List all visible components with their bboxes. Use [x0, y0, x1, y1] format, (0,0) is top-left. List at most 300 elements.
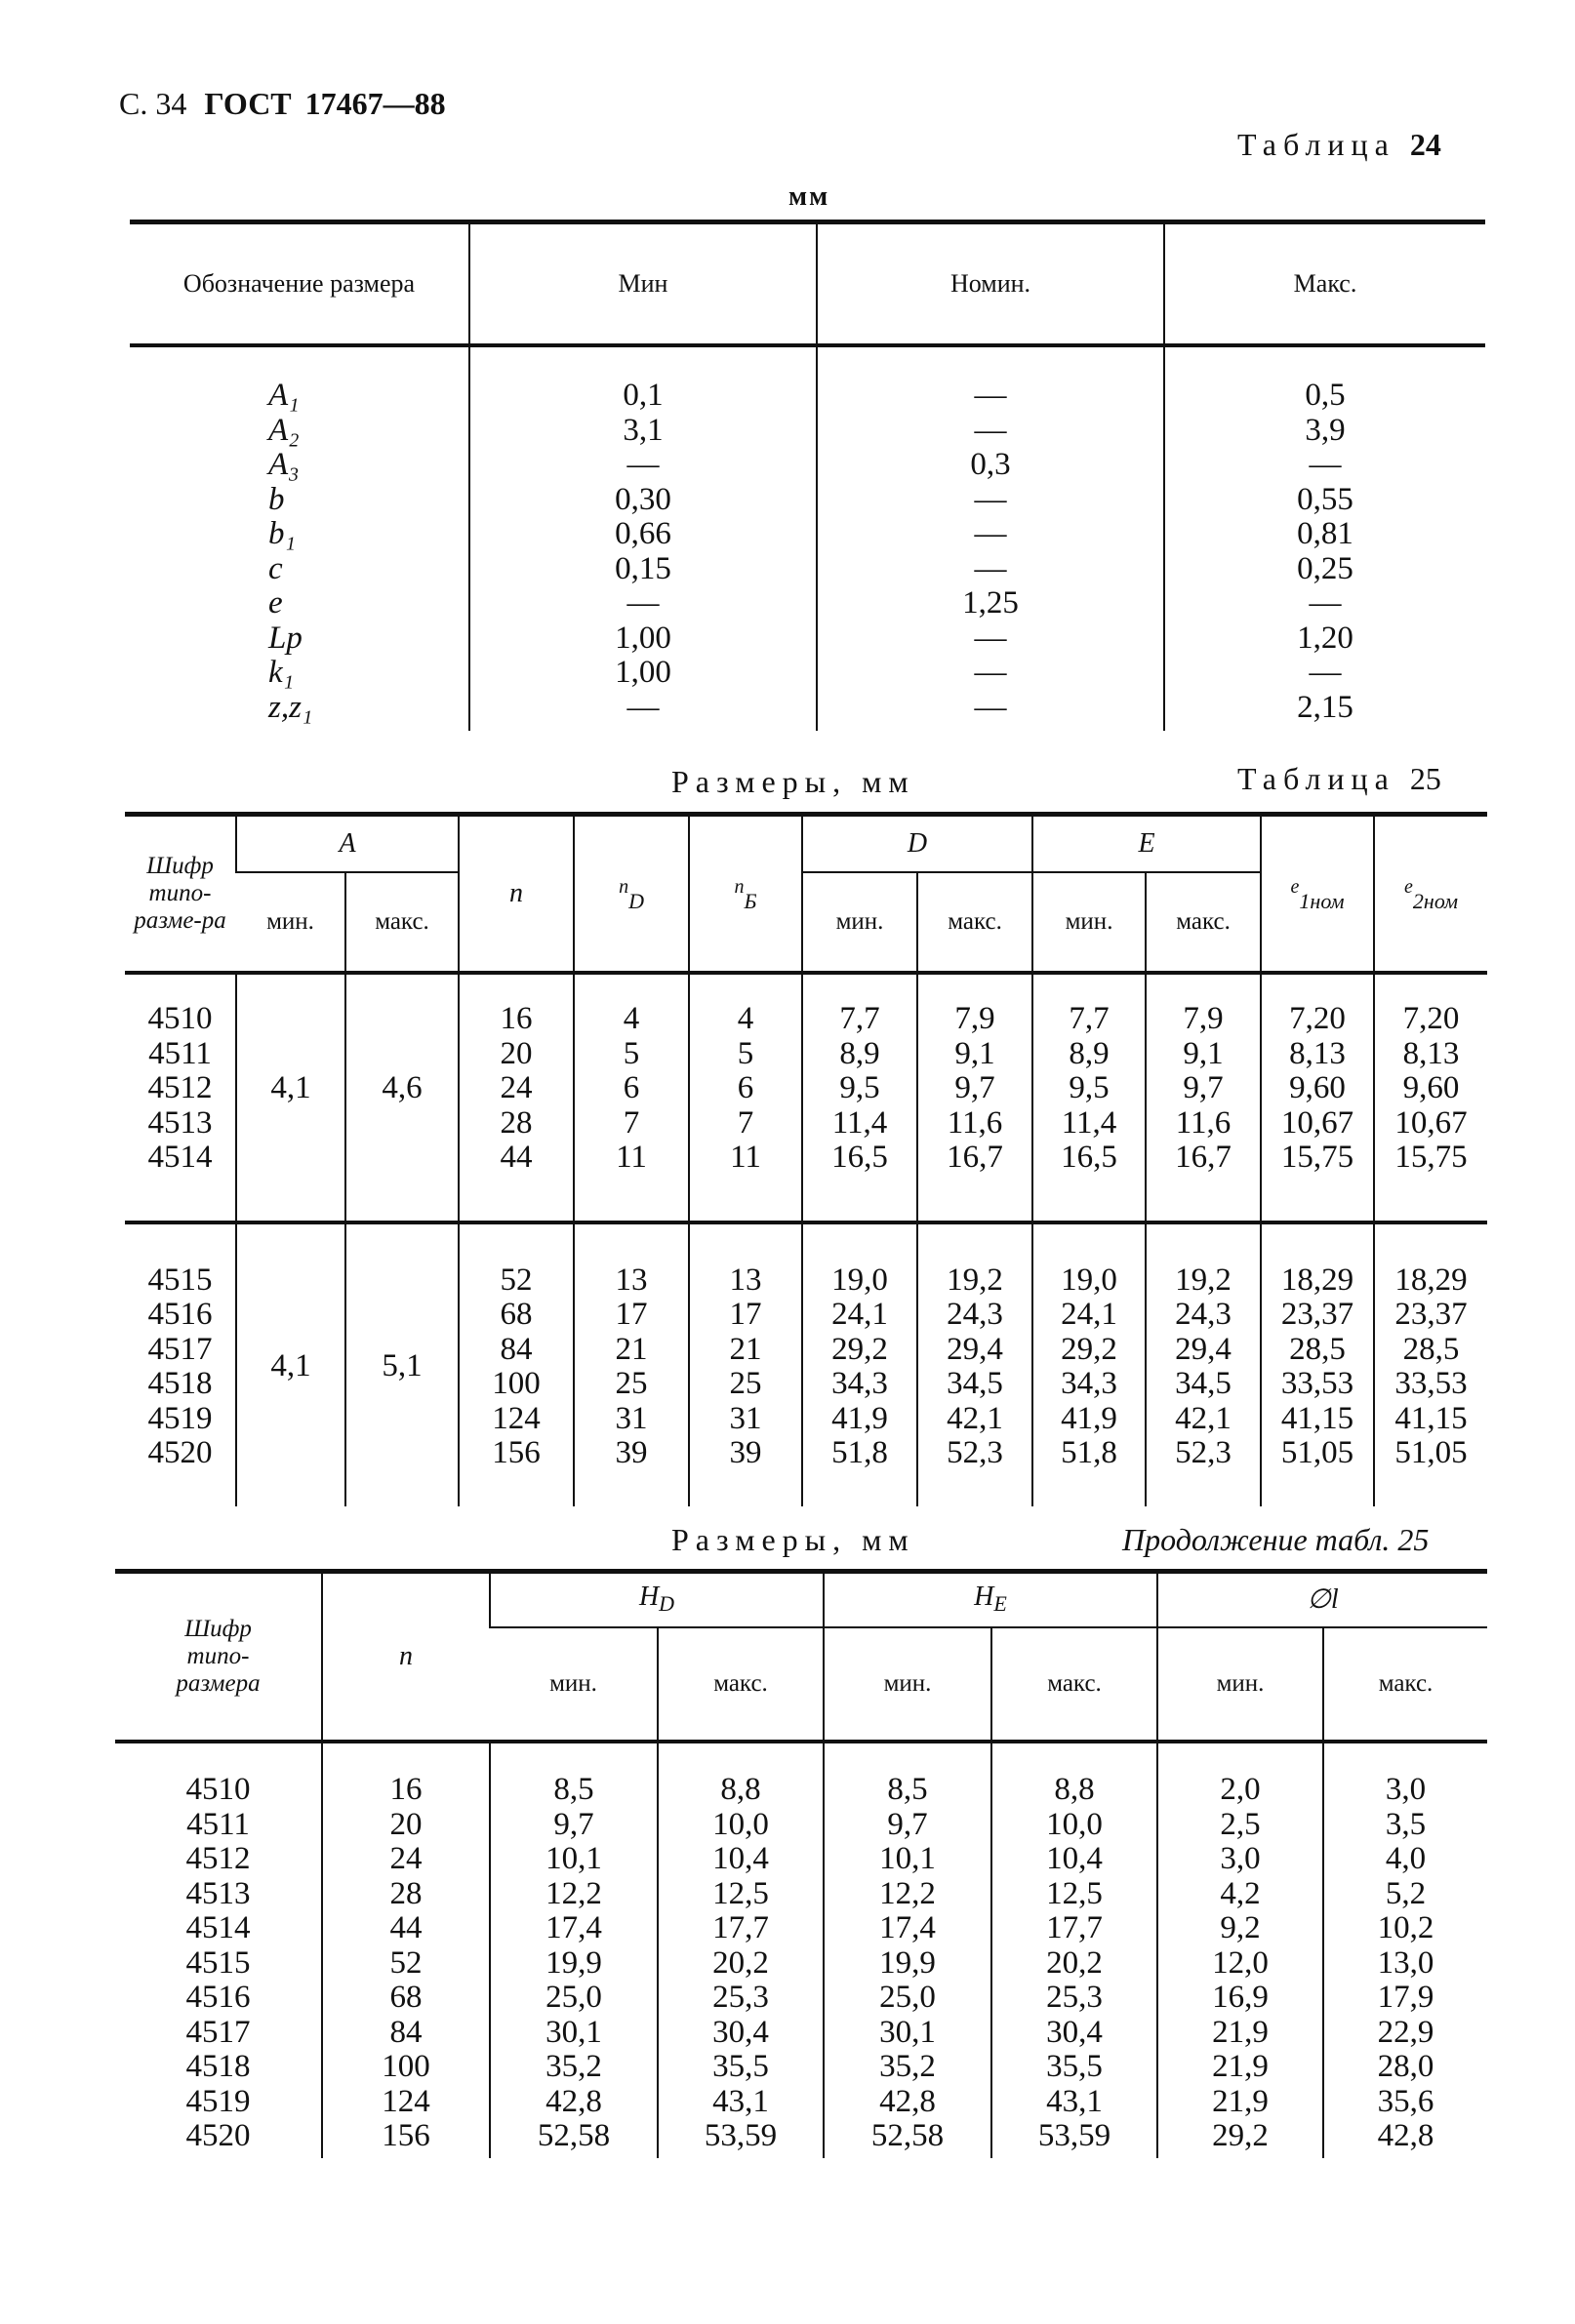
table-cell-value: 13,0	[1377, 1944, 1434, 1981]
table-cell-value: 31	[615, 1400, 648, 1436]
t25b-HD-main: H	[638, 1581, 660, 1612]
table-cell-value: 25,0	[545, 1980, 602, 2015]
table-cell-value: 18,29	[1394, 1262, 1468, 1298]
t25b-HD-max-list	[659, 1773, 823, 2154]
table-cell-value: 8,8	[1054, 1772, 1095, 1807]
table-cell-value: 9,60	[1402, 1070, 1460, 1105]
table-cell-value: 41,9	[831, 1400, 888, 1436]
table-cell-value: 28,0	[1377, 2049, 1434, 2084]
t25-col-nD	[574, 815, 689, 974]
table-cell-value: 52,58	[537, 2118, 611, 2153]
t25-g1-E-max	[1146, 973, 1261, 1222]
table-cell-value: 0,15	[615, 550, 671, 586]
table-cell-value: 25,3	[1046, 1980, 1103, 2015]
table-cell-value: 7,9	[954, 1001, 995, 1036]
table-cell-value: 41,9	[1061, 1400, 1117, 1436]
table-cell-value: 4519	[185, 2083, 251, 2119]
table-cell-value: 4,2	[1220, 1875, 1261, 1911]
table-cell-value: —	[1309, 655, 1342, 690]
table-cell-value: 4513	[147, 1104, 213, 1141]
t25-g1-D-min-list	[803, 1002, 916, 1176]
table-cell-value: b₁	[268, 516, 296, 551]
t24-col-designation: Обозначение размера	[130, 222, 469, 346]
table-cell-value: 35,5	[1046, 2049, 1103, 2084]
t25b-HE-min-cell	[824, 1742, 991, 2158]
t25-D-min: мин.	[802, 872, 917, 973]
table-cell-value: 10,67	[1394, 1104, 1468, 1141]
table-cell-value: 21,9	[1212, 2014, 1269, 2050]
t25-g1-D-min	[802, 973, 917, 1222]
table-cell-value: 20	[500, 1035, 533, 1071]
table-cell-value: 0,25	[1297, 550, 1353, 586]
t25-col-D: D	[802, 815, 1032, 873]
t25-g1-e2-list	[1375, 1002, 1487, 1176]
table-cell-value: 7,20	[1402, 1001, 1460, 1036]
table24	[130, 220, 1485, 731]
t25-nD-label	[619, 875, 644, 913]
table-cell-value: 52,58	[870, 2118, 945, 2153]
table-cell-value: 10,1	[879, 1841, 936, 1876]
t25-col-e2	[1374, 815, 1487, 974]
table-cell-value: 29,4	[1175, 1331, 1232, 1367]
t25b-HE-sub: E	[993, 1590, 1007, 1616]
table-cell-value: 4517	[185, 2014, 251, 2050]
table-cell-value: 1,20	[1297, 620, 1353, 656]
table-cell-value: 16	[389, 1772, 423, 1807]
t25-g2-E-max-list	[1147, 1263, 1260, 1471]
table-cell-value: 68	[500, 1297, 533, 1332]
table-row	[125, 973, 1487, 1222]
table-cell-value: —	[974, 481, 1007, 517]
t25-g2-e2	[1374, 1222, 1487, 1506]
table-cell-value: 21,9	[1212, 2049, 1269, 2084]
table-cell-value: 34,3	[831, 1366, 888, 1401]
table-cell-value: 11	[616, 1140, 647, 1175]
table-cell-value: 35,6	[1377, 2083, 1434, 2119]
t25-g1-E-min-list	[1033, 1002, 1145, 1176]
table-cell-value: 4519	[147, 1400, 213, 1436]
table-cell-value: —	[974, 550, 1007, 586]
table-cell-value: 7,7	[1069, 1001, 1110, 1036]
table-cell-value: 124	[382, 2083, 430, 2119]
table-cell-value: 0,30	[615, 481, 671, 517]
table-cell-value: 4511	[148, 1035, 212, 1071]
table-cell-value: 13	[729, 1262, 762, 1298]
table-cell-value: 13	[615, 1262, 648, 1298]
table-cell-value: 34,5	[947, 1366, 1003, 1401]
table-cell-value: 16,7	[1175, 1140, 1232, 1175]
table-cell-value: 17,4	[545, 1910, 602, 1945]
table-cell-value: 31	[729, 1400, 762, 1436]
table-cell-value: 84	[389, 2014, 423, 2050]
t25b-col-HE	[824, 1572, 1157, 1628]
t25-g1-code-list	[125, 1002, 235, 1176]
table-cell-value: 4514	[185, 1910, 251, 1945]
t25-g2-A-min: 4,1	[236, 1222, 345, 1506]
t25-E-min: мин.	[1032, 872, 1146, 973]
table-cell-value: 11,6	[947, 1104, 1003, 1141]
table-row	[125, 1222, 1487, 1506]
table-cell-value: k₁	[268, 655, 295, 690]
table-cell-value: A₁	[268, 378, 300, 413]
t25-nB-main: n	[734, 875, 745, 898]
table-cell-value: 12,5	[1046, 1875, 1103, 1911]
table-cell-value: 7	[623, 1104, 640, 1141]
t25-g2-e1-list	[1262, 1263, 1373, 1471]
table-cell-value: 1,00	[615, 655, 671, 690]
t25-g2-nB-list	[690, 1263, 801, 1471]
page-header	[119, 86, 446, 122]
page-number: С. 34	[119, 86, 187, 121]
table-cell-value: 6	[737, 1070, 754, 1105]
t25-g1-e2	[1374, 973, 1487, 1222]
table-cell-value: 100	[382, 2049, 430, 2084]
table-cell-value: 7,20	[1289, 1001, 1346, 1036]
t25b-n-label: n	[399, 1640, 413, 1671]
table-cell-value: 17,7	[712, 1910, 769, 1945]
table-cell-value: —	[974, 378, 1007, 413]
table-cell-value: 156	[492, 1435, 541, 1470]
table-cell-value: 25,0	[879, 1980, 936, 2015]
table-cell-value: 53,59	[704, 2118, 778, 2153]
table-cell-value: 9,7	[553, 1806, 594, 1842]
table-cell-value: 15,75	[1280, 1140, 1354, 1175]
table-cell-value: 7	[737, 1104, 754, 1141]
table-cell-value: 8,13	[1289, 1035, 1346, 1071]
table-cell-value: 33,53	[1280, 1366, 1354, 1401]
t25-g2-E-min	[1032, 1222, 1146, 1506]
table-cell-value: 4520	[185, 2118, 251, 2153]
table-cell-value: 16,9	[1212, 1980, 1269, 2015]
table-cell-value: 4	[623, 1001, 640, 1036]
t25-g1-n-list	[460, 1002, 573, 1176]
table-cell-value: 10,0	[1046, 1806, 1103, 1842]
t25-g1-D-max-list	[918, 1002, 1031, 1176]
t25-g2-D-min	[802, 1222, 917, 1506]
table-cell-value: 34,5	[1175, 1366, 1232, 1401]
table-cell-value: 19,9	[879, 1944, 936, 1981]
table-cell-value: 5,2	[1385, 1875, 1427, 1911]
t25b-HE-max-list	[992, 1773, 1156, 2154]
t25-col-A: A	[236, 815, 459, 873]
table-cell-value: 2,0	[1220, 1772, 1261, 1807]
table-cell-value: 30,4	[712, 2014, 769, 2050]
table-cell-value: 7,7	[839, 1001, 880, 1036]
table-cell-value: 11,4	[1061, 1104, 1117, 1141]
table-cell-value: 12,0	[1212, 1944, 1269, 1981]
table-cell-value: 42,8	[879, 2083, 936, 2119]
table-cell-value: 8,5	[887, 1772, 928, 1807]
t25-g2-n-list	[460, 1263, 573, 1471]
t25-g2-n	[459, 1222, 574, 1506]
table-cell-value: 4513	[185, 1875, 251, 1911]
table-cell-value: 12,2	[545, 1875, 602, 1911]
table-cell-value: 4516	[147, 1297, 213, 1332]
table-cell-value: 28,5	[1402, 1331, 1460, 1367]
table-cell-value: 6	[623, 1070, 640, 1105]
table-cell-value: 42,1	[947, 1400, 1003, 1436]
t25b-n-list	[323, 1773, 489, 2154]
table-cell-value: 10,1	[545, 1841, 602, 1876]
t25-nB-label	[734, 875, 757, 913]
table-cell-value: 21	[729, 1331, 762, 1367]
table-cell-value: 35,2	[879, 2049, 936, 2084]
t25-g1-n	[459, 973, 574, 1222]
table-cell-value: 10,4	[712, 1841, 769, 1876]
t25-g1-E-min	[1032, 973, 1146, 1222]
t25-n-label: n	[509, 877, 524, 908]
t24-min-list	[470, 379, 816, 725]
table-cell-value: 28,5	[1289, 1331, 1346, 1367]
table-cell-value: 21	[615, 1331, 648, 1367]
t25-g2-D-max-list	[918, 1263, 1031, 1471]
t25b-l-min: мин.	[1157, 1627, 1323, 1742]
table-cell-value: 33,53	[1394, 1366, 1468, 1401]
t25b-code-list	[115, 1773, 321, 2154]
table-cell-value: 30,1	[545, 2014, 602, 2050]
t25-g1-nB-list	[690, 1002, 801, 1176]
table-cell-value: 1,25	[962, 585, 1019, 621]
table25	[125, 812, 1487, 1506]
table-cell-value: 19,2	[1175, 1262, 1232, 1298]
table-cell-value: 42,8	[1377, 2118, 1434, 2153]
table-cell-value: 19,9	[545, 1944, 602, 1981]
t25b-HD-max-cell	[658, 1742, 824, 2158]
table25-label-wrap	[1237, 761, 1441, 797]
t25-g1-D-max	[917, 973, 1032, 1222]
t25b-col-n	[322, 1572, 490, 1743]
table-cell-value: z,z₁	[268, 689, 313, 725]
table-cell-value: 11,4	[831, 1104, 888, 1141]
table-cell-value: 29,4	[947, 1331, 1003, 1367]
t25-e1-main: e	[1290, 875, 1300, 898]
t25b-HD-min-cell	[490, 1742, 658, 2158]
table-cell-value: 2,15	[1297, 689, 1353, 725]
table-cell-value: —	[974, 620, 1007, 656]
table-cell-value: 43,1	[712, 2083, 769, 2119]
table-cell-value: 19,0	[831, 1262, 888, 1298]
table-cell-value: 0,55	[1297, 481, 1353, 517]
t25-g1-A-min: 4,1	[236, 973, 345, 1222]
table-cell-value: 8,5	[553, 1772, 594, 1807]
t25b-HD-sub: D	[659, 1590, 675, 1616]
table-cell-value: 4512	[147, 1070, 213, 1105]
t24-nom-list	[818, 379, 1163, 725]
table-cell-value: —	[626, 585, 660, 621]
table-cell-value: 17,9	[1377, 1980, 1434, 2015]
table-cell-value: 3,1	[623, 412, 664, 448]
table25-label: Таблица	[1237, 761, 1395, 796]
table-cell-value: 9,1	[954, 1035, 995, 1071]
table-row	[130, 345, 1485, 731]
table-cell-value: —	[1309, 447, 1342, 482]
table-cell-value: 41,15	[1394, 1400, 1468, 1436]
table-cell-value: 28	[500, 1104, 533, 1141]
t25-nD-main: n	[619, 875, 629, 898]
t25b-HE-max-cell	[991, 1742, 1157, 2158]
table-cell-value: 53,59	[1037, 2118, 1111, 2153]
table-cell-value: 51,8	[1061, 1435, 1117, 1470]
t25-g2-E-min-list	[1033, 1263, 1145, 1471]
table-cell-value: 52,3	[947, 1435, 1003, 1470]
table-cell-value: 21,9	[1212, 2083, 1269, 2119]
t25-g1-e1	[1261, 973, 1374, 1222]
table-cell-value: 3,0	[1385, 1772, 1427, 1807]
table-cell-value: 25	[615, 1366, 648, 1401]
table-cell-value: 1,00	[615, 620, 671, 656]
table-cell-value: 124	[492, 1400, 541, 1436]
table-cell-value: 24,1	[1061, 1297, 1117, 1332]
t25-g1-E-max-list	[1147, 1002, 1260, 1176]
t25b-l-max-list	[1324, 1773, 1487, 2154]
table-cell-value: 9,2	[1220, 1910, 1261, 1945]
table-cell-value: 51,05	[1280, 1435, 1354, 1470]
t25-col-n	[459, 815, 574, 974]
table-cell-value: 30,1	[879, 2014, 936, 2050]
t25-g1-nD-list	[575, 1002, 688, 1176]
t25-e2-main: e	[1404, 875, 1413, 898]
table-cell-value: 11,6	[1175, 1104, 1232, 1141]
table-cell-value: 51,8	[831, 1435, 888, 1470]
table-cell-value: 4,0	[1385, 1841, 1427, 1876]
table-cell-value: 4517	[147, 1331, 213, 1367]
table-cell-value: 2,5	[1220, 1806, 1261, 1842]
table-cell-value: —	[974, 412, 1007, 448]
table-cell-value: 44	[389, 1910, 423, 1945]
table-cell-value: 29,2	[831, 1331, 888, 1367]
t25b-HE-min-list	[825, 1773, 990, 2154]
table-cell-value: 10,0	[712, 1806, 769, 1842]
table-cell-value: 20	[389, 1806, 423, 1842]
t25b-HE-max: макс.	[991, 1627, 1157, 1742]
table-cell-value: 3,0	[1220, 1841, 1261, 1876]
table-row	[115, 1742, 1487, 2158]
table-cell-value: 0,81	[1297, 516, 1353, 551]
table-cell-value: 4516	[185, 1980, 251, 2015]
table-cell-value: 0,3	[970, 447, 1011, 482]
table-cell-value: b	[268, 481, 285, 517]
table-cell-value: 3,5	[1385, 1806, 1427, 1842]
table-cell-value: 29,2	[1212, 2118, 1269, 2153]
table-cell-value: 16,5	[831, 1140, 888, 1175]
table-cell-value: 12,2	[879, 1875, 936, 1911]
t25-col-E: E	[1032, 815, 1261, 873]
table-cell-value: 8,9	[1069, 1035, 1110, 1071]
table25-number: 25	[1409, 761, 1441, 796]
t25-A-min: мин.	[236, 872, 345, 973]
t25b-col-HD	[490, 1572, 824, 1628]
t25-g2-nD-list	[575, 1263, 688, 1471]
t25-g2-codes	[125, 1222, 236, 1506]
table25cont-caption: Размеры, мм	[671, 1522, 915, 1557]
table-cell-value: 22,9	[1377, 2014, 1434, 2050]
table-cell-value: 25,3	[712, 1980, 769, 2015]
table-cell-value: 11	[730, 1140, 761, 1175]
table-cell-value: 18,29	[1280, 1262, 1354, 1298]
standard-number: 17467—88	[304, 86, 446, 121]
table24-number: 24	[1409, 127, 1441, 162]
t25b-HD-min: мин.	[490, 1627, 658, 1742]
table-cell-value: 4515	[185, 1944, 251, 1981]
table-cell-value: —	[1309, 585, 1342, 621]
gost-label: ГОСТ	[204, 86, 292, 121]
t25-nB-sub: Б	[744, 888, 757, 913]
t25-g2-A-max: 5,1	[345, 1222, 459, 1506]
t25-g2-D-min-list	[803, 1263, 916, 1471]
table-cell-value: 24	[389, 1841, 423, 1876]
t25b-HE-min: мин.	[824, 1627, 991, 1742]
table-cell-value: 29,2	[1061, 1331, 1117, 1367]
table-cell-value: 7,9	[1183, 1001, 1224, 1036]
t25b-HD-max: макс.	[658, 1627, 824, 1742]
table-cell-value: 52	[389, 1944, 423, 1981]
table-cell-value: 25	[729, 1366, 762, 1401]
table-cell-value: 10,2	[1377, 1910, 1434, 1945]
t25-e1-sub: 1ном	[1299, 888, 1345, 913]
table-cell-value: 42,1	[1175, 1400, 1232, 1436]
table-cell-value: 28	[389, 1875, 423, 1911]
t25-g2-E-max	[1146, 1222, 1261, 1506]
t25-e2-sub: 2ном	[1412, 888, 1459, 913]
table-cell-value: 100	[492, 1366, 541, 1401]
table-cell-value: 44	[500, 1140, 533, 1175]
table-cell-value: 24,1	[831, 1297, 888, 1332]
table-cell-value: 17,7	[1046, 1910, 1103, 1945]
table-cell-value: 4510	[185, 1772, 251, 1807]
t24-col-nom: Номин.	[817, 222, 1164, 346]
t25-g1-A-max: 4,6	[345, 973, 459, 1222]
t24-nom-cell	[817, 345, 1164, 731]
table-cell-value: 17,4	[879, 1910, 936, 1945]
table-cell-value: 24,3	[947, 1297, 1003, 1332]
table-cell-value: 9,7	[1183, 1070, 1224, 1105]
table-cell-value: 4510	[147, 1001, 213, 1036]
table-cell-value: 8,9	[839, 1035, 880, 1071]
t25-g1-codes	[125, 973, 236, 1222]
table-cell-value: 19,2	[947, 1262, 1003, 1298]
t25-g2-nD	[574, 1222, 689, 1506]
table-cell-value: 4511	[186, 1806, 250, 1842]
table-cell-value: 39	[729, 1435, 762, 1470]
table-cell-value: 0,5	[1305, 378, 1346, 413]
t25-g1-nD	[574, 973, 689, 1222]
table24-label: Таблица	[1237, 127, 1395, 162]
table-cell-value: 20,2	[1046, 1944, 1103, 1981]
table-cell-value: 4520	[147, 1435, 213, 1470]
table-cell-value: 41,15	[1280, 1400, 1354, 1436]
t25-g2-code-list	[125, 1263, 235, 1471]
t24-symbol-list	[268, 379, 468, 725]
t25b-l-max: макс.	[1323, 1627, 1487, 1742]
t25-g1-e1-list	[1262, 1002, 1373, 1176]
t25b-HD-min-list	[491, 1773, 657, 2154]
table-cell-value: 5	[623, 1035, 640, 1071]
table-cell-value: 19,0	[1061, 1262, 1117, 1298]
table-cell-value: 8,8	[720, 1772, 761, 1807]
table-cell-value: —	[626, 447, 660, 482]
table-cell-value: c	[268, 550, 283, 586]
t25-col-e1	[1261, 815, 1374, 974]
table-cell-value: —	[974, 689, 1007, 725]
table-cell-value: 4512	[185, 1841, 251, 1876]
table-cell-value: 16,7	[947, 1140, 1003, 1175]
t24-col-max: Макс.	[1164, 222, 1485, 346]
table24-caption	[1237, 127, 1441, 163]
t25-e1-label	[1290, 875, 1345, 913]
table-cell-value: 5	[737, 1035, 754, 1071]
table-cell-value: 9,5	[839, 1070, 880, 1105]
table-cell-value: 24	[500, 1070, 533, 1105]
